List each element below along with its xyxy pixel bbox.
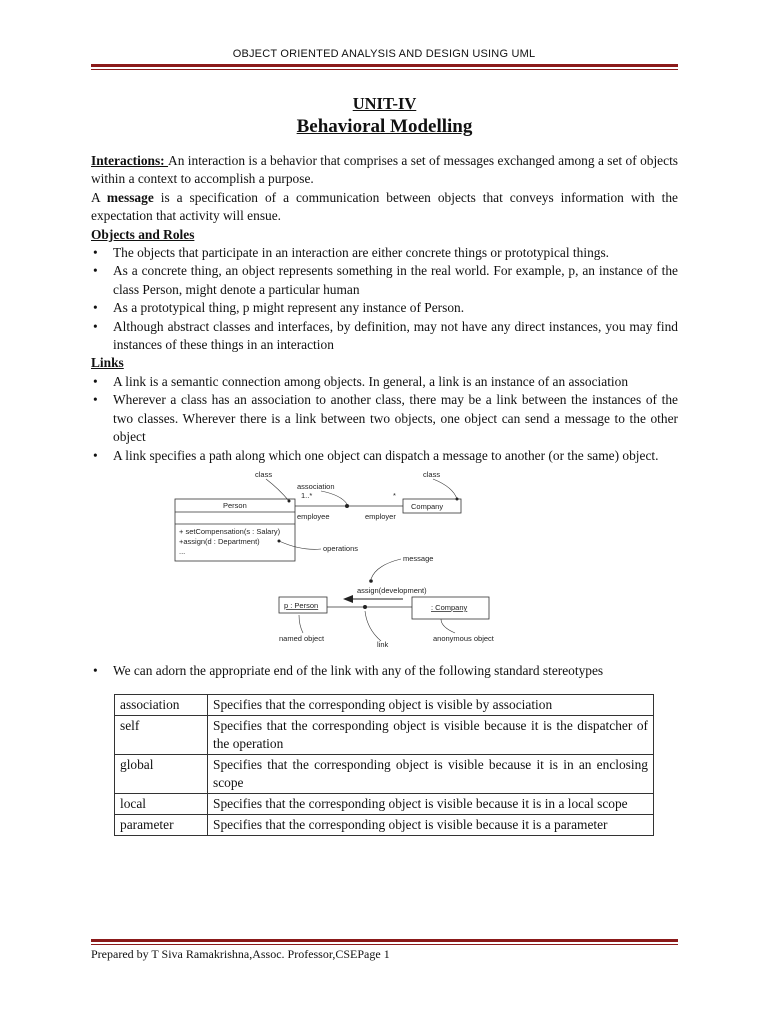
operation-3: ... xyxy=(179,546,186,556)
table-row xyxy=(115,695,654,716)
stereotypes-table xyxy=(114,694,654,836)
stereotype-name: association xyxy=(115,695,208,716)
list-item: • A link specifies a path along which one object can dispatch a message to another (or the same) object. xyxy=(91,447,678,465)
interactions-paragraph xyxy=(91,152,678,189)
adorn-list xyxy=(91,662,678,680)
list-item: • We can adorn the appropriate end of the link with any of the following standard stereotypes xyxy=(91,662,678,680)
message-arrow-icon xyxy=(343,595,353,603)
table-row xyxy=(115,794,654,815)
message-term: message xyxy=(106,189,154,205)
footer-rule xyxy=(91,939,678,942)
association-label: association xyxy=(297,481,335,491)
footer-rule-thin xyxy=(91,944,678,945)
list-item: • As a prototypical thing, p might represent any instance of Person. xyxy=(91,299,678,317)
person-class-name: Person xyxy=(223,500,247,510)
page-footer: Prepared by T Siva Ramakrishna,Assoc. Professor,CSEPage 1 xyxy=(91,947,390,961)
employer-role: employer xyxy=(365,511,396,521)
interactions-text: An interaction is a behavior that comprises a set of messages exchanged among a set of objects within a context to accomplish a purpose. xyxy=(91,153,679,187)
company-object-label: : Company xyxy=(431,602,468,612)
operation-1: + setCompensation(s : Salary) xyxy=(179,526,281,536)
operation-2: +assign(d : Department) xyxy=(179,536,260,546)
table-row xyxy=(115,716,654,755)
class-label-left: class xyxy=(255,469,273,479)
table-row xyxy=(115,815,654,836)
p-person-label: p : Person xyxy=(284,600,319,610)
message-paragraph xyxy=(91,189,678,226)
named-object-label: named object xyxy=(279,633,325,643)
header-rule-thin xyxy=(91,69,678,70)
employee-role: employee xyxy=(297,511,330,521)
objects-roles-heading: Objects and Roles xyxy=(91,226,195,242)
stereotype-name: self xyxy=(115,716,208,755)
message-label: message xyxy=(403,553,434,563)
message-text: is a specification of a communication between objects that conveys information with the expectation that activity will ensue. xyxy=(91,189,678,224)
link-label: link xyxy=(377,639,389,649)
page-title: Behavioral Modelling xyxy=(296,116,473,137)
stereotype-name: parameter xyxy=(115,815,208,836)
objects-roles-list xyxy=(91,244,678,354)
links-heading: Links xyxy=(91,355,124,371)
company-class-name: Company xyxy=(411,501,444,511)
message-prefix: A xyxy=(91,189,107,205)
links-diagram xyxy=(171,469,501,654)
stereotype-desc: Specifies that the corresponding object is visible because it is in a local scope xyxy=(208,794,654,815)
class-label-right: class xyxy=(423,469,441,479)
stereotype-name: local xyxy=(115,794,208,815)
unit-heading: UNIT-IV xyxy=(352,94,417,113)
multiplicity-right: * xyxy=(393,490,396,500)
links-list xyxy=(91,373,678,465)
stereotype-desc: Specifies that the corresponding object is visible by association xyxy=(208,695,654,716)
list-item: • A link is a semantic connection among objects. In general, a link is an instance of an association xyxy=(91,373,678,391)
assign-message-label: assign(development) xyxy=(357,585,427,595)
list-item: • As a concrete thing, an object represents something in the real world. For example, p, an instance of the class Person, might denote a particular human xyxy=(91,262,678,299)
stereotype-name: global xyxy=(115,755,208,794)
list-item: • Although abstract classes and interfaces, by definition, may not have any direct instances, you may find instances of these things in an interaction xyxy=(91,318,678,355)
stereotype-desc: Specifies that the corresponding object is visible because it is the dispatcher of the operation xyxy=(208,716,654,755)
document-body xyxy=(91,94,678,836)
table-row xyxy=(115,755,654,794)
list-item: • The objects that participate in an interaction are either concrete things or prototypical things. xyxy=(91,244,678,262)
anonymous-object-label: anonymous object xyxy=(433,633,494,643)
header-rule xyxy=(91,64,678,67)
stereotype-desc: Specifies that the corresponding object is visible because it is in an enclosing scope xyxy=(208,755,654,794)
operations-label: operations xyxy=(323,543,359,553)
multiplicity-left: 1..* xyxy=(301,490,313,500)
page-header: OBJECT ORIENTED ANALYSIS AND DESIGN USING UML xyxy=(232,48,536,60)
list-item: • Wherever a class has an association to another class, there may be a link between the instances of the two classes. Wherever there is a link between two objects, one object can send a message to the other object xyxy=(91,391,678,446)
stereotype-desc: Specifies that the corresponding object is visible because it is a parameter xyxy=(208,815,654,836)
interactions-heading: Interactions: xyxy=(91,153,169,168)
